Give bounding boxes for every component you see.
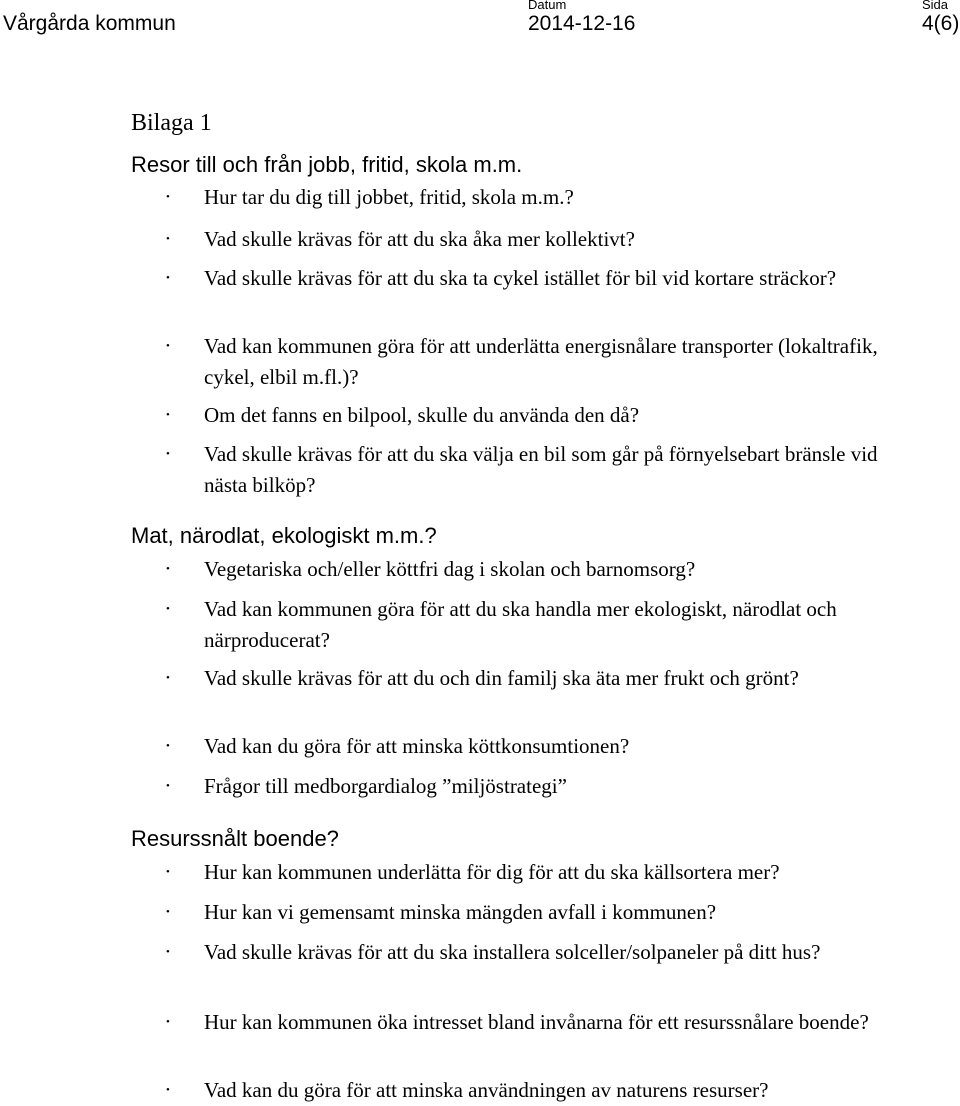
list-item-text: Vad kan du göra för att minska användningen av naturens resurser? xyxy=(204,1078,769,1102)
bullet-icon: • xyxy=(166,740,170,752)
list-item xyxy=(166,1075,886,1106)
list-item-text: Vad skulle krävas för att du ska åka mer kollektivt? xyxy=(204,227,635,251)
date-label: Datum xyxy=(528,0,567,12)
bullet-icon: • xyxy=(166,233,170,245)
list-item xyxy=(166,182,886,213)
list-item xyxy=(166,439,886,501)
list-item-text: Vad kan du göra för att minska köttkonsumtionen? xyxy=(204,734,630,758)
bullet-icon: • xyxy=(166,603,170,615)
list-item xyxy=(166,897,886,928)
page-number: 4(6) xyxy=(922,12,960,35)
organization-name: Vårgårda kommun xyxy=(3,12,176,35)
list-item-text: Hur tar du dig till jobbet, fritid, skola m.m.? xyxy=(204,185,574,209)
list-item-text: Vad skulle krävas för att du ska installera solceller/solpaneler på ditt hus? xyxy=(204,940,821,964)
list-item-text: Vad skulle krävas för att du ska ta cykel istället för bil vid kortare sträckor? xyxy=(204,266,837,290)
bullet-icon: • xyxy=(166,340,170,352)
list-item xyxy=(166,400,886,431)
list-item xyxy=(166,731,886,762)
bullet-icon: • xyxy=(166,563,170,575)
bullet-icon: • xyxy=(166,191,170,203)
list-item xyxy=(166,1007,886,1038)
bullet-icon: • xyxy=(166,272,170,284)
attachment-label: Bilaga 1 xyxy=(131,110,212,136)
list-item-text: Vad skulle krävas för att du ska välja en bil som går på förnyelsebart bränsle vid nästa bilköp? xyxy=(204,442,878,497)
list-item-text: Frågor till medborgardialog ”miljöstrategi” xyxy=(204,774,567,798)
list-item-text: Vad skulle krävas för att du och din familj ska äta mer frukt och grönt? xyxy=(204,666,799,690)
page-label: Sida xyxy=(922,0,949,12)
bullet-icon: • xyxy=(166,409,170,421)
list-item xyxy=(166,857,886,888)
section-heading-food: Mat, närodlat, ekologiskt m.m.? xyxy=(131,523,437,548)
bullet-icon: • xyxy=(166,866,170,878)
list-item-text: Vad kan kommunen göra för att du ska handla mer ekologiskt, närodlat och närproducerat? xyxy=(204,597,837,652)
list-item xyxy=(166,554,886,585)
document-date: 2014-12-16 xyxy=(528,12,636,35)
list-item xyxy=(166,771,886,802)
list-item-text: Vad kan kommunen göra för att underlätta energisnålare transporter (lokaltrafik, cykel, elbil m.fl.)? xyxy=(204,334,878,389)
list-item-text: Hur kan vi gemensamt minska mängden avfall i kommunen? xyxy=(204,900,717,924)
list-item-text: Hur kan kommunen öka intresset bland invånarna för ett resurssnålare boende? xyxy=(204,1010,869,1034)
list-item-text: Hur kan kommunen underlätta för dig för att du ska källsortera mer? xyxy=(204,860,780,884)
bullet-icon: • xyxy=(166,906,170,918)
list-item xyxy=(166,663,886,694)
section-heading-travel: Resor till och från jobb, fritid, skola m.m. xyxy=(131,152,523,177)
list-item xyxy=(166,263,886,294)
list-item-text: Vegetariska och/eller köttfri dag i skolan och barnomsorg? xyxy=(204,557,696,581)
section-heading-housing: Resurssnålt boende? xyxy=(131,826,339,851)
bullet-icon: • xyxy=(166,946,170,958)
bullet-icon: • xyxy=(166,672,170,684)
list-item xyxy=(166,937,886,968)
bullet-icon: • xyxy=(166,780,170,792)
bullet-icon: • xyxy=(166,448,170,460)
list-item-text: Om det fanns en bilpool, skulle du använda den då? xyxy=(204,403,640,427)
list-item xyxy=(166,224,886,255)
list-item xyxy=(166,331,886,393)
list-item xyxy=(166,594,886,656)
bullet-icon: • xyxy=(166,1016,170,1028)
bullet-icon: • xyxy=(166,1084,170,1096)
